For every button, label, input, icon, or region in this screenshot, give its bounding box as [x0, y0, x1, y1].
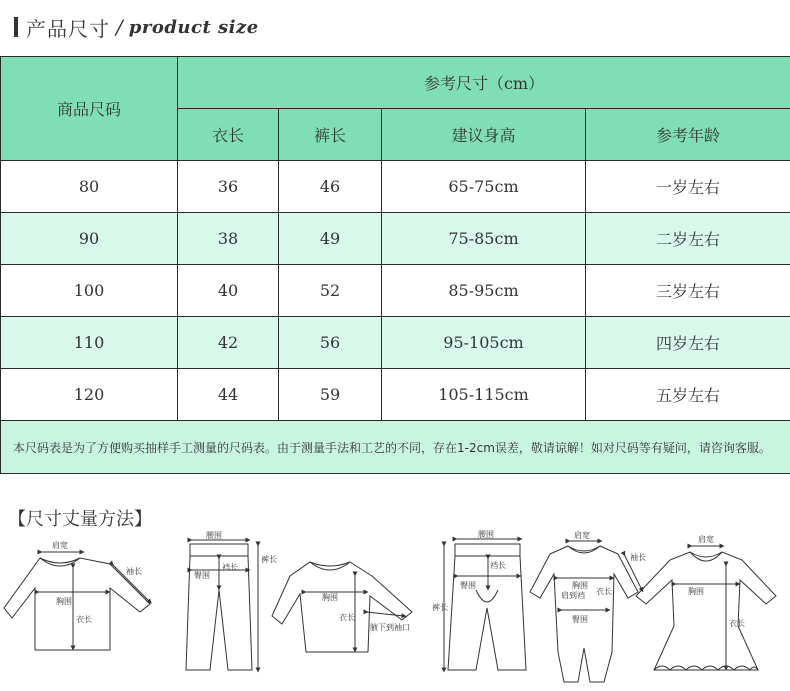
cell-pants: 52: [279, 265, 382, 317]
cell-height: 75-85cm: [382, 213, 586, 265]
table-row: [1, 213, 790, 265]
label-chest: 胸围: [322, 593, 338, 602]
cell-height: 85-95cm: [382, 265, 586, 317]
label-sleeve: 袖长: [126, 567, 142, 576]
cell-age: 三岁左右: [586, 265, 790, 317]
header-slash: /: [116, 15, 123, 39]
romper-illustration: [530, 530, 646, 682]
cell-pants: 59: [279, 369, 382, 421]
cell-pants: 49: [279, 213, 382, 265]
header-title-cn: 产品尺寸: [26, 16, 110, 41]
header-pants-length: 裤长: [279, 109, 382, 161]
method-title: 【尺寸丈量方法】: [8, 509, 152, 530]
table-note: 本尺码表是为了方便购买抽样手工测量的尺码表。由于测量手法和工艺的不同，存在1-2cm误差，敬请谅解！如对尺码等有疑问，请咨询客服。: [1, 421, 790, 474]
label-hip: 臀围: [572, 615, 588, 624]
raglan-shirt-illustration: [272, 562, 412, 652]
pants-front-illustration: [186, 531, 277, 670]
shirt-illustration: [4, 540, 150, 650]
label-shoulder: 肩宽: [698, 535, 714, 544]
cell-size: 90: [1, 213, 178, 265]
cell-age: 五岁左右: [586, 369, 790, 421]
pants-back-illustration: [432, 530, 526, 670]
cell-top: 36: [178, 161, 279, 213]
label-waist: 腰围: [478, 530, 494, 539]
header-reference-size: 参考尺寸（cm）: [178, 57, 790, 109]
cell-size: 120: [1, 369, 178, 421]
cell-pants: 46: [279, 161, 382, 213]
cell-height: 105-115cm: [382, 369, 586, 421]
table-row: [1, 161, 790, 213]
label-hip: 臀围: [194, 571, 210, 580]
cell-top: 38: [178, 213, 279, 265]
section-header: [14, 14, 259, 40]
label-chest: 胸围: [572, 581, 588, 590]
label-sleeve: 袖长: [630, 553, 646, 562]
label-pants-length: 裤长: [432, 603, 448, 612]
table-row: [1, 317, 790, 369]
header-title-en: product size: [128, 16, 259, 38]
table-row: [1, 369, 790, 421]
header-suggested-height: 建议身高: [382, 109, 586, 161]
label-waist: 腰围: [206, 531, 222, 540]
table-row: [1, 265, 790, 317]
label-pants-length: 裤长: [261, 555, 277, 564]
label-chest: 胸围: [56, 597, 72, 606]
label-chest: 胸围: [688, 587, 704, 596]
size-table: [0, 56, 790, 474]
label-armpit-to-cuff: 腋下到袖口: [370, 623, 410, 632]
label-length: 衣长: [339, 613, 355, 622]
label-shoulder: 肩宽: [574, 531, 590, 540]
cell-height: 65-75cm: [382, 161, 586, 213]
cell-pants: 56: [279, 317, 382, 369]
cell-size: 110: [1, 317, 178, 369]
label-shoulder: 肩宽: [52, 541, 68, 550]
cell-age: 一岁左右: [586, 161, 790, 213]
cell-top: 40: [178, 265, 279, 317]
cell-height: 95-105cm: [382, 317, 586, 369]
label-length: 衣长: [729, 619, 745, 628]
header-top-length: 衣长: [178, 109, 279, 161]
cell-top: 42: [178, 317, 279, 369]
header-product-size: 商品尺码: [1, 57, 178, 161]
cell-size: 100: [1, 265, 178, 317]
label-length: 衣长: [76, 615, 92, 624]
label-rise: 裆长: [490, 561, 506, 570]
cell-age: 二岁左右: [586, 213, 790, 265]
measurement-illustrations: [0, 530, 790, 691]
dress-illustration: [636, 534, 776, 670]
label-shoulder-to-crotch: 肩到裆: [561, 591, 585, 600]
cell-age: 四岁左右: [586, 317, 790, 369]
label-rise: 裆长: [222, 563, 238, 572]
header-reference-age: 参考年龄: [586, 109, 790, 161]
cell-top: 44: [178, 369, 279, 421]
label-hip: 臀围: [460, 581, 476, 590]
header-bar: [14, 17, 18, 37]
label-length: 衣长: [596, 587, 612, 596]
cell-size: 80: [1, 161, 178, 213]
